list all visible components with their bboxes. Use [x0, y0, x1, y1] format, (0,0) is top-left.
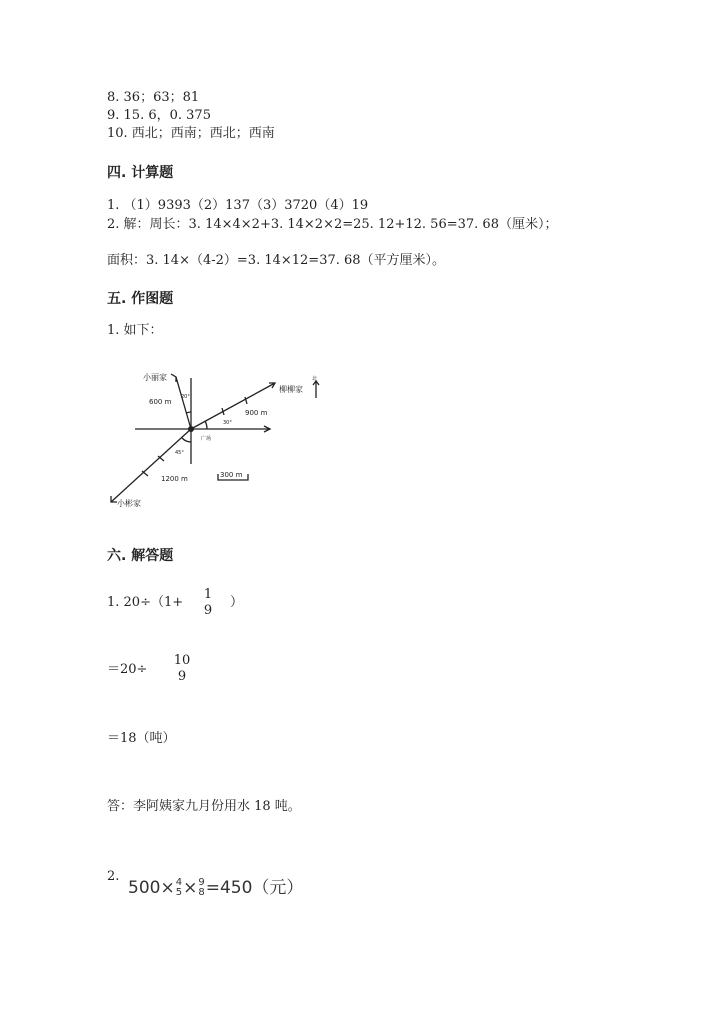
label-1200m: 1200 m [161, 475, 188, 483]
q2-fraction-9-8 [198, 878, 204, 898]
line-to-xiaobin [111, 429, 191, 502]
label-north: 北 [312, 376, 318, 382]
fraction-numerator: 1 [203, 587, 213, 602]
angle-arc-45 [182, 438, 191, 442]
label-600m: 600 m [149, 398, 172, 406]
q2-equation [128, 873, 303, 898]
q1-step2-text: ＝20÷ [107, 662, 148, 677]
section-6-title: 六. 解答题 [107, 548, 174, 564]
map-diagram [105, 360, 345, 515]
section-5-title: 五. 作图题 [107, 291, 174, 307]
q2-fraction-4-5 [176, 878, 182, 898]
answer-q9: 9. 15. 6，0. 375 [107, 108, 211, 123]
fraction-denominator: 9 [177, 669, 187, 684]
fraction-denominator: 9 [203, 603, 213, 618]
q2-label: 2. [107, 869, 120, 884]
fraction-numerator: 10 [173, 653, 191, 668]
q2-part-a: 500× [128, 878, 175, 898]
label-900m: 900 m [245, 409, 268, 417]
label-square: 广场 [201, 436, 212, 442]
angle-arc-30 [205, 421, 207, 429]
label-angle-45: 45° [175, 450, 184, 456]
section-4-line-1: 1. （1）9393（2）137（3）3720（4）19 [107, 198, 369, 213]
fraction-1-9 [196, 587, 220, 619]
section-4-line-3: 面积：3. 14×（4-2）=3. 14×12=37. 68（平方厘米）。 [107, 253, 446, 268]
label-angle-30: 30° [223, 420, 232, 426]
origin-point [188, 426, 194, 432]
label-scale: 300 m [220, 471, 243, 479]
line-to-liuliu [191, 383, 275, 429]
section-5-line-1: 1. 如下： [107, 323, 163, 338]
answer-q8: 8. 36；63；81 [107, 90, 200, 105]
answer-q10: 10. 西北；西南；西北；西南 [107, 126, 275, 141]
q1-step1-text: 1. 20÷（1+ [107, 595, 184, 610]
q1-answer: 答：李阿姨家九月份用水 18 吨。 [107, 799, 301, 814]
q1-step3-text: ＝18（吨） [107, 731, 176, 746]
q2-part-c: =450（元） [205, 878, 304, 898]
xiaoli-arrow [171, 374, 176, 382]
fraction-10-9 [170, 653, 194, 685]
fraction-denominator: 8 [198, 887, 205, 898]
label-liuliu: 柳柳家 [279, 385, 303, 394]
section-4-title: 四. 计算题 [107, 165, 174, 181]
section-4-line-2: 2. 解：周长：3. 14×4×2+3. 14×2×2=25. 12+12. 56=37. 68（厘米）； [107, 217, 558, 232]
fraction-numerator: 9 [198, 877, 205, 888]
q2-part-b: × [183, 878, 198, 898]
q1-step1-close: ） [230, 595, 244, 610]
label-xiaoli: 小丽家 [143, 373, 167, 382]
line-to-xiaoli [176, 377, 191, 429]
label-angle-20: 20° [181, 394, 190, 400]
angle-arc-20 [186, 412, 191, 413]
label-xiaobin: 小彬家 [117, 499, 141, 508]
fraction-denominator: 5 [175, 887, 183, 898]
fraction-numerator: 4 [175, 877, 183, 888]
